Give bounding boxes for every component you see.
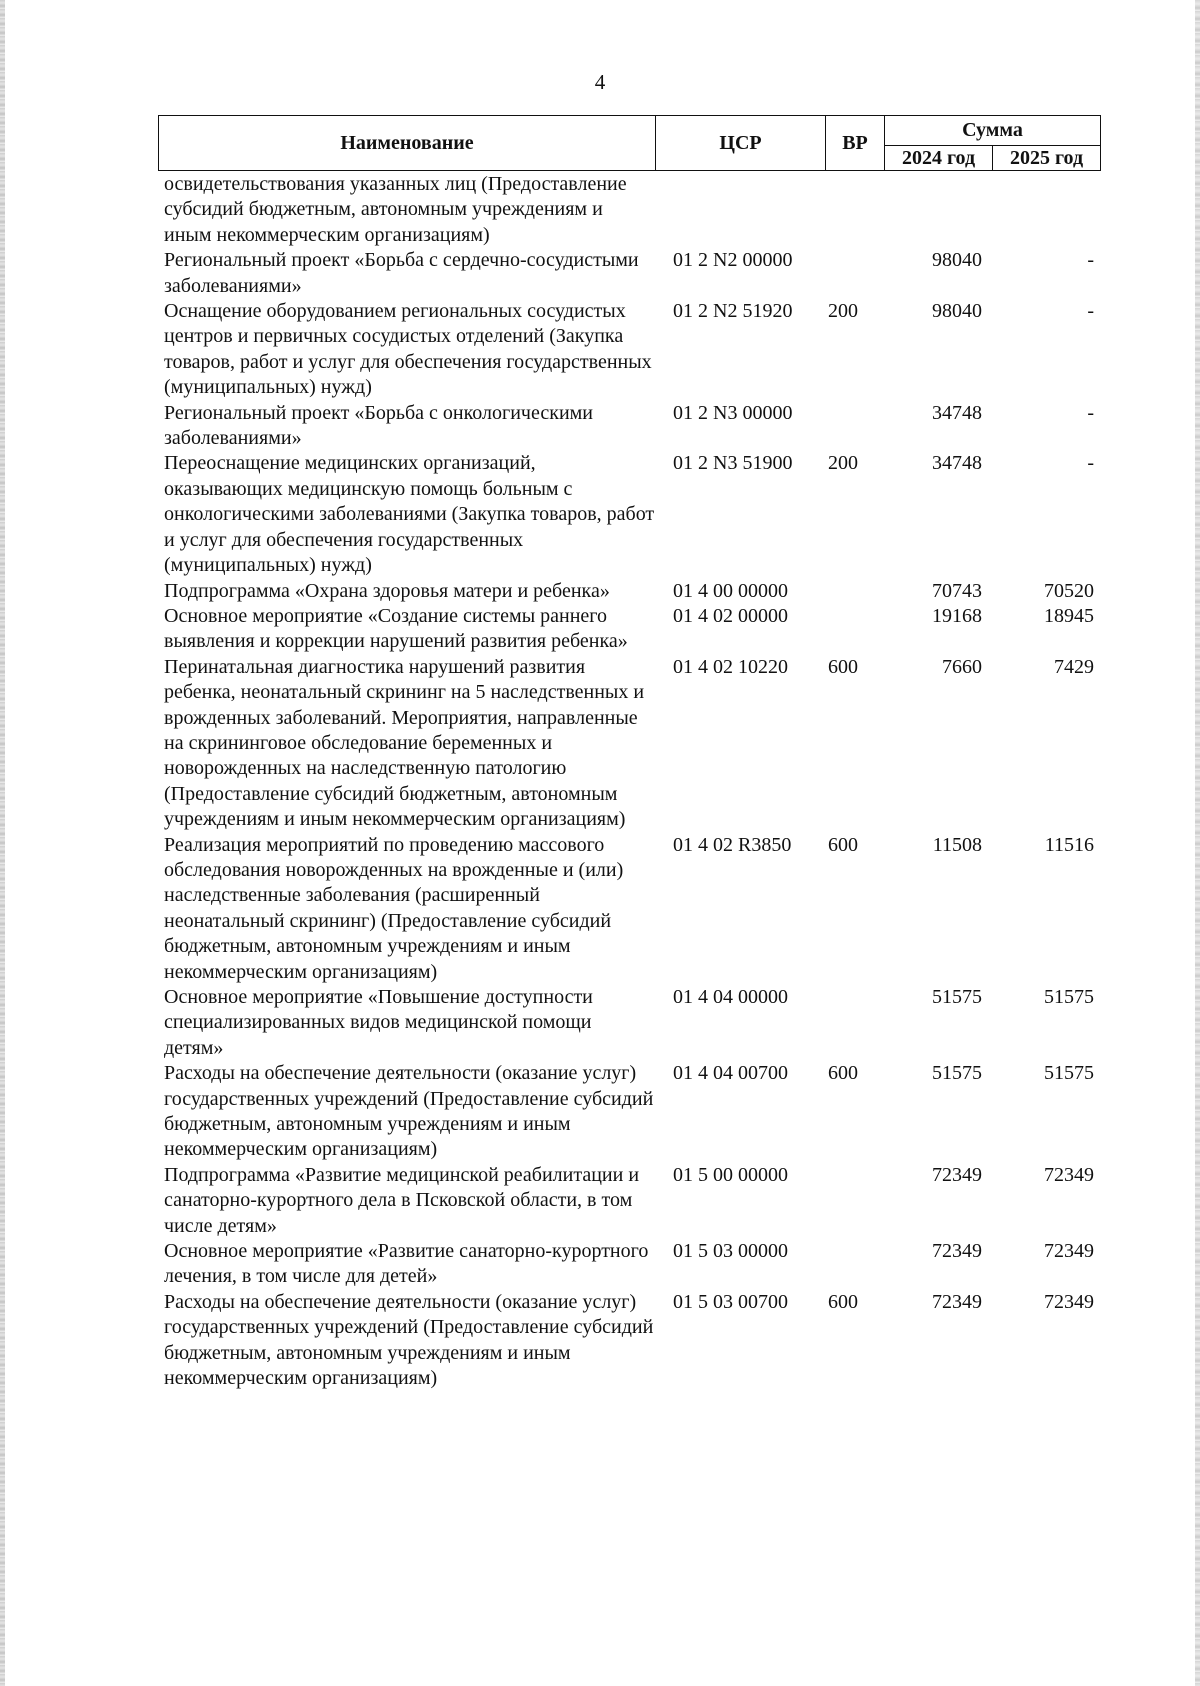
row-sum-2024: 72349	[932, 1240, 982, 1263]
row-name: Реализация мероприятий по проведению массового обследования новорожденных на врожденные и (или) наследственные заболевания (расширенный неонатальный скрининг) (Предоставление субсидий бюджетным, автономным учреждениям и иным некоммерческим организациям)	[164, 833, 624, 983]
row-sum-2025: 72349	[1044, 1163, 1094, 1186]
row-name: Подпрограмма «Развитие медицинской реабилитации и санаторно-курортного дела в Псковской области, в том числе детям»	[164, 1163, 640, 1237]
row-sum-2025: 72349	[1044, 1240, 1094, 1263]
row-vr: 600	[828, 833, 858, 856]
row-sum-2024: 34748	[932, 452, 982, 475]
row-name: Расходы на обеспечение деятельности (оказание услуг) государственных учреждений (Предоставление субсидий бюджетным, автономным учреждениям и иным некоммерческим организациям)	[164, 1290, 654, 1390]
row-vr: 600	[828, 655, 858, 678]
row-csr: 01 4 04 00000	[673, 986, 788, 1008]
row-name: Региональный проект «Борьба с сердечно-сосудистыми заболеваниями»	[164, 249, 639, 297]
header-year-2024: 2024 год	[885, 145, 993, 170]
table-row	[158, 985, 1100, 1061]
table-header	[158, 115, 1101, 171]
row-name: Основное мероприятие «Создание системы раннего выявления и коррекции нарушений развития ребенка»	[164, 604, 628, 653]
row-vr: 200	[828, 300, 858, 323]
table-row	[158, 655, 1100, 833]
row-vr: 200	[828, 452, 858, 475]
table-body	[158, 172, 1100, 1392]
row-sum-2024: 72349	[932, 1290, 982, 1313]
table-row	[158, 401, 1100, 452]
row-sum-2024: 51575	[932, 986, 982, 1008]
row-sum-2024: 72349	[932, 1163, 982, 1186]
table-row	[158, 579, 1100, 604]
row-sum-2025: -	[1087, 300, 1094, 323]
row-sum-2025: 51575	[1044, 986, 1094, 1008]
row-sum-2025: 70520	[1044, 579, 1094, 602]
row-sum-2024: 70743	[932, 579, 982, 602]
table-row	[158, 1061, 1100, 1163]
row-sum-2024: 34748	[932, 401, 982, 424]
row-name: Перинатальная диагностика нарушений развития ребенка, неонатальный скрининг на 5 наследственных и врожденных заболеваний. Мероприятия, направленные на скрининговое обследование беременных и новорожденных на наследственную патологию (Предоставление субсидий бюджетным, автономным учреждениям и иным некоммерческим организациям)	[164, 655, 645, 831]
row-sum-2024: 51575	[932, 1062, 982, 1085]
row-name: освидетельствования указанных лиц (Предоставление субсидий бюджетным, автономным учреждениям и иным некоммерческим организациям)	[164, 173, 627, 246]
row-name: Основное мероприятие «Повышение доступности специализированных видов медицинской помощи детям»	[164, 986, 593, 1059]
page-number: 4	[594, 70, 606, 94]
table-row	[158, 1163, 1100, 1239]
scan-edge-left	[0, 0, 5, 1686]
row-name: Переоснащение медицинских организаций, оказывающих медицинскую помощь больным с онкологическими заболеваниями (Закупка товаров, работ и услуг для обеспечения государственных (муниципальных) нужд)	[164, 452, 655, 577]
row-csr: 01 4 02 10220	[673, 655, 788, 678]
row-csr: 01 4 00 00000	[673, 579, 788, 602]
table-row	[158, 604, 1100, 655]
row-csr: 01 4 04 00700	[673, 1062, 788, 1085]
header-csr: ЦСР	[656, 116, 826, 171]
table-row	[158, 248, 1100, 299]
row-vr: 600	[828, 1062, 858, 1085]
row-name: Региональный проект «Борьба с онкологическими заболеваниями»	[164, 401, 594, 450]
row-sum-2024: 98040	[932, 249, 982, 272]
header-sum: Сумма	[885, 116, 1101, 146]
row-sum-2025: 51575	[1044, 1062, 1094, 1085]
row-sum-2025: 72349	[1044, 1290, 1094, 1313]
table-row	[158, 451, 1100, 578]
table-row	[158, 299, 1100, 401]
header-vr: ВР	[826, 116, 885, 171]
row-csr: 01 5 00 00000	[673, 1163, 788, 1186]
table-row	[158, 833, 1100, 985]
row-csr: 01 2 N3 51900	[673, 452, 793, 475]
row-name: Основное мероприятие «Развитие санаторно-курортного лечения, в том числе для детей»	[164, 1240, 649, 1288]
row-csr: 01 4 02 R3850	[673, 833, 792, 856]
row-name: Оснащение оборудованием региональных сосудистых центров и первичных сосудистых отделений (Закупка товаров, работ и услуг для обеспечения государственных (муниципальных) нужд)	[164, 300, 652, 399]
row-csr: 01 2 N2 51920	[673, 300, 793, 323]
scan-edge-right	[1195, 0, 1200, 1686]
row-sum-2024: 98040	[932, 300, 982, 323]
row-sum-2025: -	[1087, 452, 1094, 475]
row-sum-2025: 18945	[1044, 604, 1094, 627]
row-sum-2024: 11508	[932, 833, 982, 856]
row-sum-2024: 7660	[942, 655, 982, 678]
row-csr: 01 4 02 00000	[673, 604, 788, 627]
row-name: Расходы на обеспечение деятельности (оказание услуг) государственных учреждений (Предоставление субсидий бюджетным, автономным учреждениям и иным некоммерческим организациям)	[164, 1062, 654, 1161]
header-name: Наименование	[159, 116, 656, 171]
header-year-2025: 2025 год	[993, 145, 1101, 170]
row-csr: 01 2 N2 00000	[673, 249, 793, 272]
table-row	[158, 1239, 1100, 1290]
row-vr: 600	[828, 1290, 858, 1313]
row-csr: 01 2 N3 00000	[673, 401, 793, 424]
row-sum-2025: 7429	[1054, 655, 1094, 678]
row-csr: 01 5 03 00700	[673, 1290, 788, 1313]
table-row	[158, 172, 1100, 248]
row-csr: 01 5 03 00000	[673, 1240, 788, 1263]
row-sum-2024: 19168	[932, 604, 982, 627]
row-sum-2025: 11516	[1044, 833, 1094, 856]
table-row	[158, 1290, 1100, 1392]
row-sum-2025: -	[1087, 401, 1094, 424]
row-sum-2025: -	[1087, 249, 1094, 272]
row-name: Подпрограмма «Охрана здоровья матери и ребенка»	[164, 579, 610, 602]
